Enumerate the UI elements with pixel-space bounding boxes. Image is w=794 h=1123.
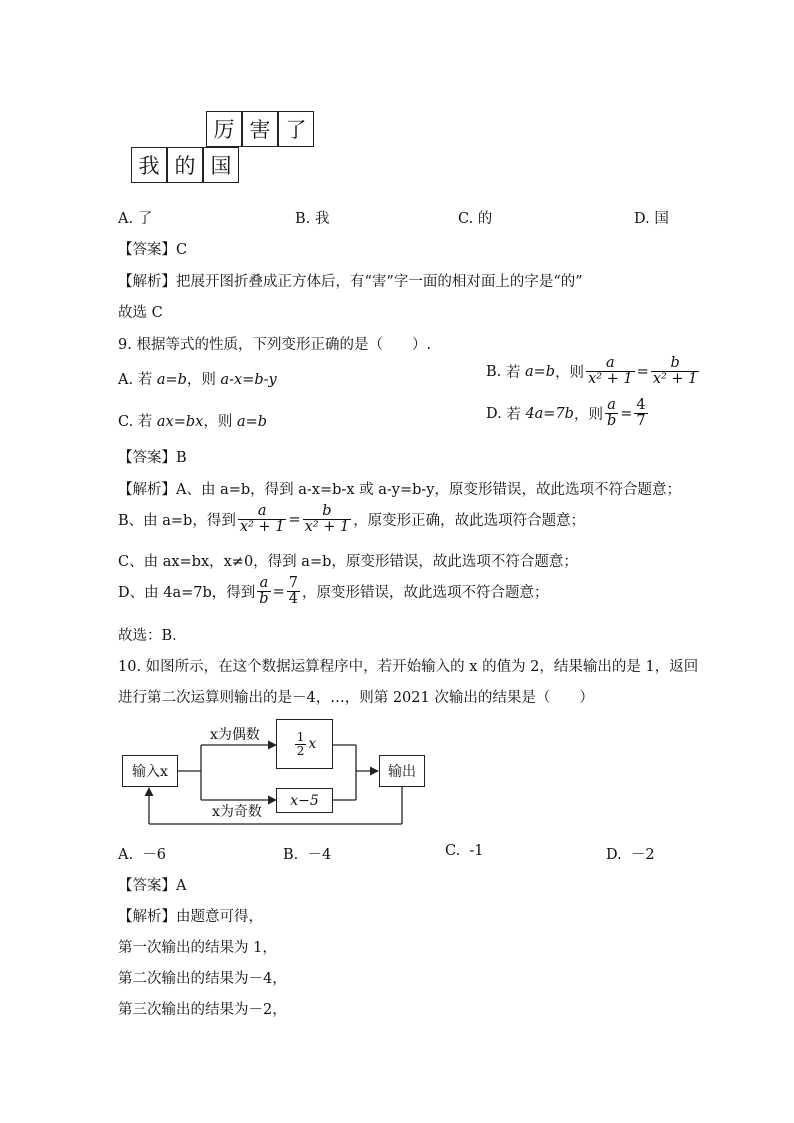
half-box: $\frac{1}{2}$ x [276,719,333,769]
analysis-step: 第二次输出的结果为－4， [118,971,287,987]
option-d: D. 若 4a=7b ，则 $\frac{a}{b}$ = $\frac{4}{7}$ [486,397,646,430]
option-c: C. 若 ax=bx，则 a=b [118,414,268,430]
net-cell: 厉 [206,111,242,147]
answer: 【答案】B [118,450,187,466]
answer: 【答案】C [118,242,188,258]
analysis-line-d: D、由 4a=7b，得到 $\frac{a}{b}$ = $\frac{7}{4}$ ，原变形错误，故此选项不符合题意； [118,575,549,608]
analysis: 【解析】把展开图折叠成正方体后，有“害”字一面的相对面上的字是“的” [118,274,583,290]
net-cell: 了 [278,111,314,147]
odd-label: x为奇数 [212,804,262,820]
question-stem: 9. 根据等式的性质，下列变形正确的是（ ）. [118,337,432,353]
option-b: B. －4 [283,847,332,863]
analysis-step: 第一次输出的结果为 1， [118,940,277,956]
conclusion: 故选 C [118,305,163,321]
option-b: B. 若 a=b ，则 $\frac{a}{\text{x² + 1}}$ = $\frac{b}{\text{x² + 1}}$ [486,355,698,388]
question-stem-line2: 进行第二次运算则输出的是－4，…，则第 2021 次输出的结果是（ ） [118,690,594,706]
option-a: A. 了 [118,211,153,227]
option-a: A. －6 [118,847,167,863]
conclusion: 故选：B． [118,628,187,644]
option-d: D. －2 [606,847,655,863]
analysis-line-b: B、由 a=b，得到 $\frac{a}{\text{x² + 1}}$ = $\frac{b}{\text{x² + 1}}$ ，原变形正确，故此选项符合题意； [118,503,586,536]
even-label: x为偶数 [210,727,260,743]
net-cell: 的 [167,147,203,183]
question-stem-line1: 10. 如图所示，在这个数据运算程序中，若开始输入的 x 的值为 2，结果输出的是 1，返回 [118,659,699,675]
input-box: 输入x [122,755,178,787]
option-b: B. 我 [295,211,330,227]
option-c: C. -1 [445,843,484,859]
analysis-line-a: 【解析】A、由 a=b，得到 a-x=b-x 或 a-y=b-y，原变形错误，故此选项不符合题意； [118,482,681,498]
output-box: 输出 [379,755,425,787]
analysis-line-c: C、由 ax=bx，x≠0，得到 a=b，原变形错误，故此选项不符合题意； [118,554,578,570]
net-cell: 害 [242,111,278,147]
option-d: D. 国 [634,211,669,227]
minus5-box: x−5 [276,788,333,813]
option-c: C. 的 [458,211,493,227]
analysis-step: 第三次输出的结果为－2， [118,1002,287,1018]
option-a: A. 若 a=b，则 a-x=b-y [118,372,277,388]
net-cell: 国 [203,147,239,183]
answer: 【答案】A [118,878,187,894]
net-cell: 我 [131,147,167,183]
analysis: 【解析】由题意可得， [118,909,263,925]
